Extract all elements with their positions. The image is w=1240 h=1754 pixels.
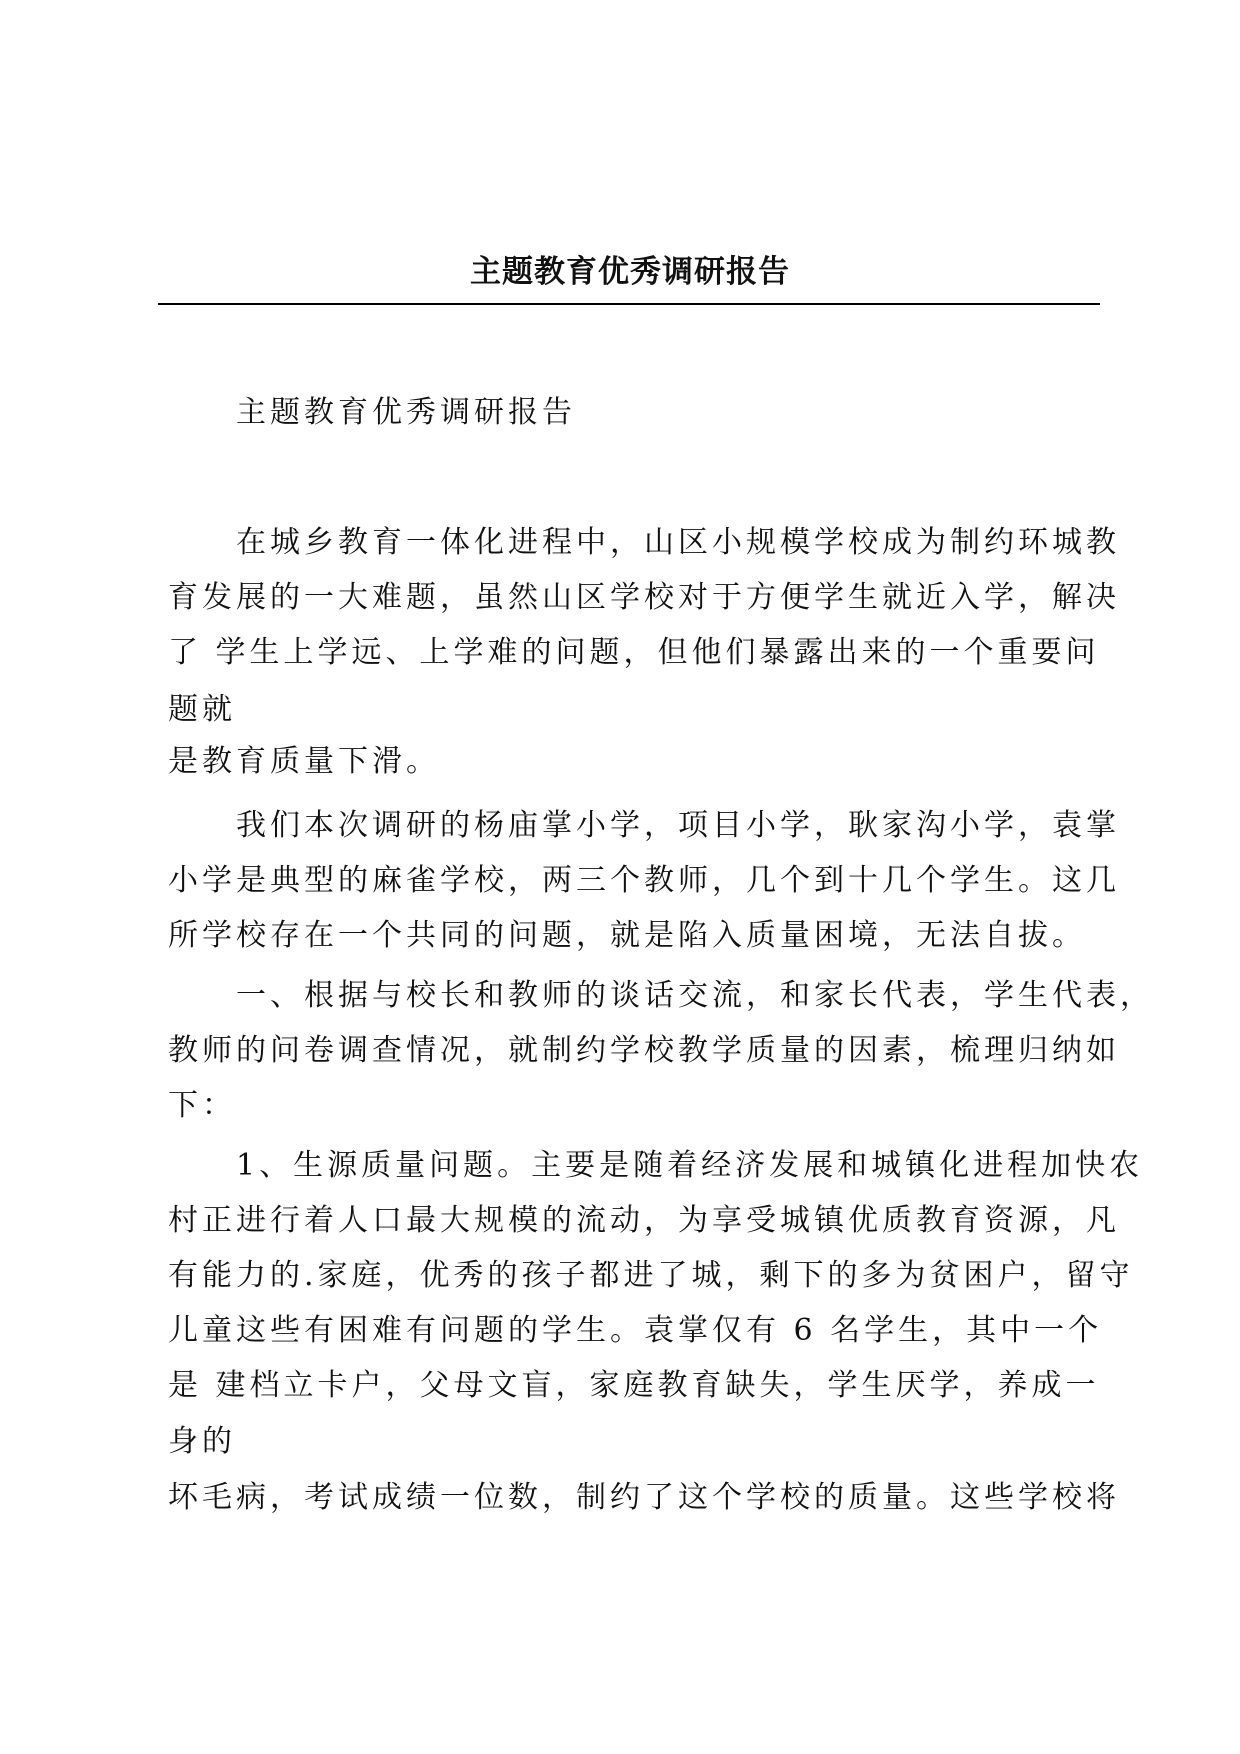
body-line: 所学校存在一个共同的问题，就是陷入质量困境，无法自拔。 [168, 918, 1086, 953]
body-line: 我们本次调研的杨庙掌小学，项目小学，耿家沟小学，袁掌 [236, 808, 1120, 843]
body-heading: 主题教育优秀调研报告 [236, 395, 576, 430]
body-line: 小学是典型的麻雀学校，两三个教师，几个到十几个学生。这几 [168, 863, 1120, 898]
body-line: 是教育质量下滑。 [168, 744, 440, 779]
body-line: 身的 [168, 1424, 236, 1459]
body-line: 育发展的一大难题，虽然山区学校对于方便学生就近入学，解决 [168, 580, 1120, 615]
body-line: 了 学生上学远、上学难的问题，但他们暴露出来的一个重要问 [168, 635, 1100, 670]
body-line: 村正进行着人口最大规模的流动，为享受城镇优质教育资源，凡 [168, 1203, 1120, 1238]
body-line: 教师的问卷调查情况，就制约学校教学质量的因素，梳理归纳如 [168, 1033, 1120, 1068]
body-line: 在城乡教育一体化进程中，山区小规模学校成为制约环城教 [236, 525, 1120, 560]
body-line: 下： [168, 1088, 236, 1123]
body-line: 有能力的.家庭，优秀的孩子都进了城，剩下的多为贫困户，留守 [168, 1258, 1134, 1293]
body-line: 一、根据与校长和教师的谈话交流，和家长代表，学生代表， [236, 978, 1154, 1013]
body-line: 1、生源质量问题。主要是随着经济发展和城镇化进程加快农 [236, 1148, 1144, 1183]
title-underline [158, 303, 1100, 305]
document-title: 主题教育优秀调研报告 [470, 254, 790, 290]
body-line: 题就 [168, 692, 236, 727]
body-line: 坏毛病，考试成绩一位数，制约了这个学校的质量。这些学校将 [168, 1480, 1120, 1515]
body-line: 儿童这些有困难有问题的学生。袁掌仅有 6 名学生，其中一个 [168, 1313, 1103, 1348]
body-line: 是 建档立卡户，父母文盲，家庭教育缺失，学生厌学，养成一 [168, 1368, 1100, 1403]
